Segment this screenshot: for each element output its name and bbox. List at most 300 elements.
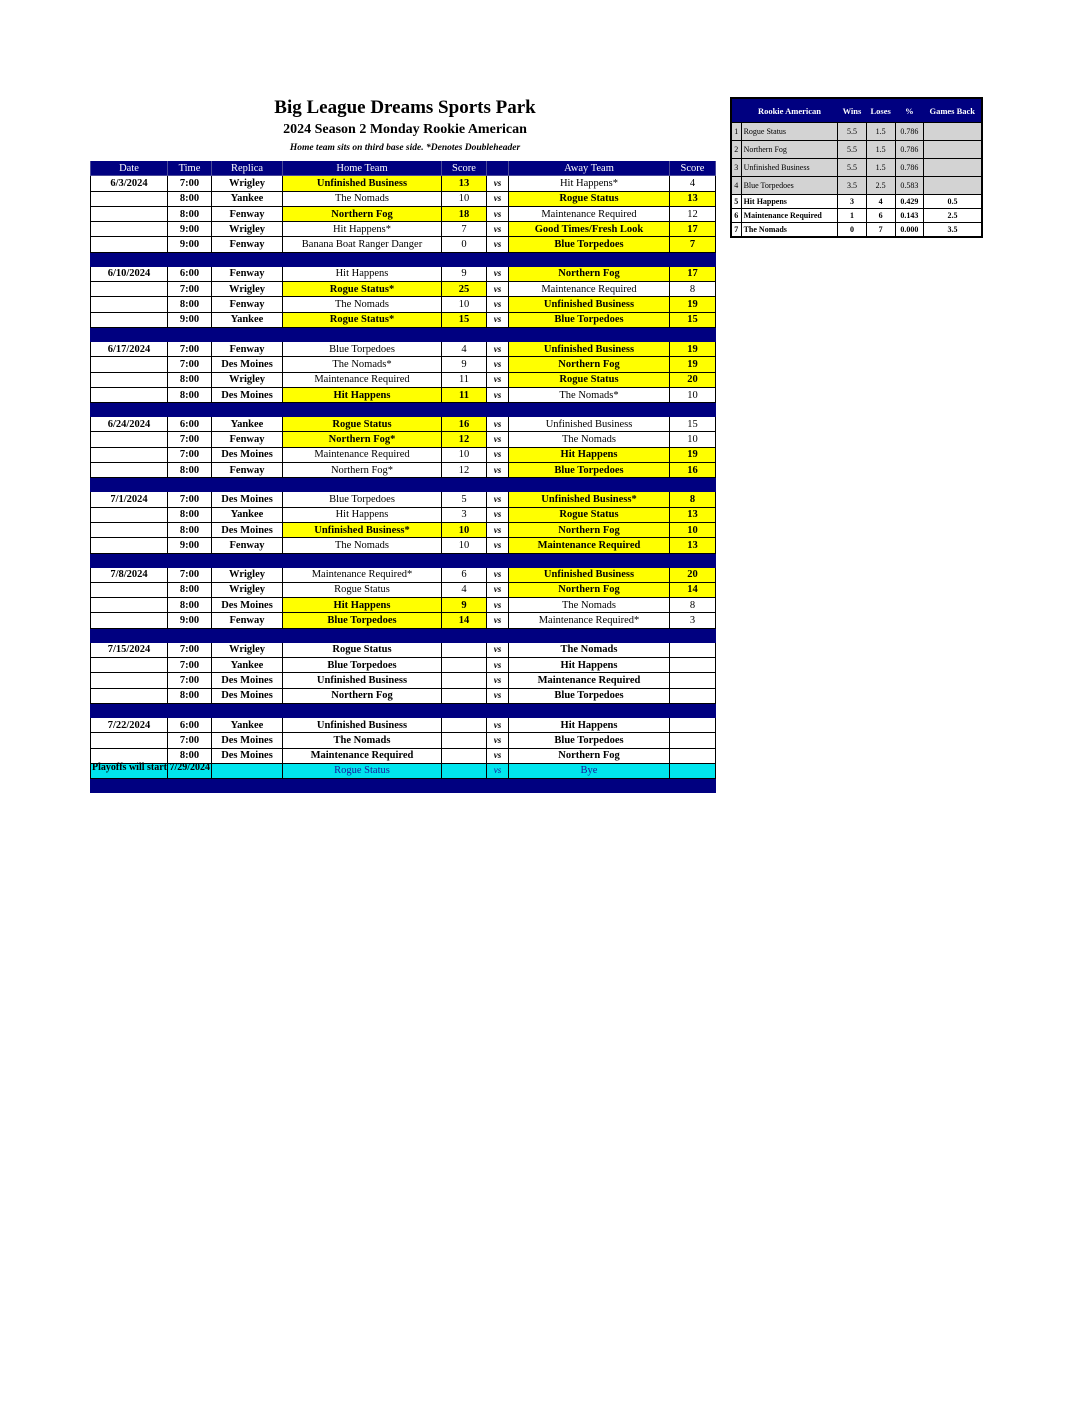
home-team: Hit Happens [283, 387, 442, 402]
home-score: 9 [442, 266, 487, 281]
home-team: Northern Fog [283, 206, 442, 221]
game-replica: Des Moines [212, 492, 283, 507]
game-replica: Fenway [212, 341, 283, 356]
separator-cell [283, 327, 442, 341]
separator-cell [283, 403, 442, 417]
separator-cell [487, 403, 509, 417]
vs-label: vs [487, 598, 509, 613]
game-time: 9:00 [168, 237, 212, 252]
standings-row [731, 141, 982, 159]
game-time: 8:00 [168, 297, 212, 312]
separator-cell [91, 403, 168, 417]
home-team: Unfinished Business* [283, 522, 442, 537]
game-date [91, 538, 168, 553]
game-replica: Yankee [212, 717, 283, 732]
home-score: 3 [442, 507, 487, 522]
away-team: Unfinished Business [509, 567, 670, 582]
home-score [442, 733, 487, 748]
home-team: Hit Happens [283, 266, 442, 281]
home-team: Blue Torpedoes [283, 613, 442, 628]
week-separator [91, 252, 716, 266]
away-score [670, 763, 716, 778]
away-score: 16 [670, 463, 716, 478]
separator-cell [91, 628, 168, 642]
schedule-note: Home team sits on third base side. *Denotes Doubleheader [289, 143, 521, 153]
standings-header-games-back: Games Back [924, 98, 983, 123]
game-time: 7:00 [168, 176, 212, 191]
home-team: The Nomads [283, 538, 442, 553]
standings-team: Rogue Status [741, 123, 838, 141]
away-score: 13 [670, 538, 716, 553]
standings-loses: 1.5 [866, 123, 895, 141]
standings-loses: 1.5 [866, 141, 895, 159]
away-team: Rogue Status [509, 372, 670, 387]
separator-cell [91, 252, 168, 266]
standings-wins: 5.5 [838, 123, 866, 141]
standings-wins: 0 [838, 223, 866, 238]
standings-loses: 2.5 [866, 177, 895, 195]
separator-cell [442, 403, 487, 417]
game-replica: Fenway [212, 613, 283, 628]
game-replica: Fenway [212, 538, 283, 553]
away-score: 19 [670, 297, 716, 312]
standings-team: Northern Fog [741, 141, 838, 159]
week-separator [91, 779, 716, 793]
game-row [91, 673, 716, 688]
separator-cell [283, 703, 442, 717]
home-team: Banana Boat Ranger Danger [283, 237, 442, 252]
separator-cell [283, 553, 442, 567]
home-team: Rogue Status [283, 417, 442, 432]
game-date: 6/24/2024 [91, 417, 168, 432]
game-replica: Fenway [212, 237, 283, 252]
separator-cell [283, 252, 442, 266]
standings-row [731, 223, 982, 238]
separator-cell [487, 779, 509, 793]
game-replica: Yankee [212, 507, 283, 522]
home-team: The Nomads* [283, 357, 442, 372]
game-time: 7:00 [168, 642, 212, 657]
vs-label: vs [487, 763, 509, 778]
standings-pct: 0.786 [895, 159, 923, 177]
away-team: Blue Torpedoes [509, 688, 670, 703]
game-replica: Wrigley [212, 582, 283, 597]
separator-cell [91, 553, 168, 567]
away-team: Northern Fog [509, 582, 670, 597]
home-team: The Nomads [283, 191, 442, 206]
game-date [91, 447, 168, 462]
home-score [442, 673, 487, 688]
game-row [91, 642, 716, 657]
separator-cell [442, 478, 487, 492]
away-team: The Nomads [509, 432, 670, 447]
vs-label: vs [487, 673, 509, 688]
standings-games-back [924, 177, 983, 195]
home-team: Hit Happens [283, 598, 442, 613]
game-time: 8:00 [168, 688, 212, 703]
home-score: 10 [442, 297, 487, 312]
separator-cell [670, 779, 716, 793]
away-team: Rogue Status [509, 507, 670, 522]
game-replica: Wrigley [212, 222, 283, 237]
vs-label: vs [487, 748, 509, 763]
home-team: Hit Happens [283, 507, 442, 522]
separator-cell [212, 628, 283, 642]
standings-rank: 6 [731, 209, 741, 223]
vs-label: vs [487, 582, 509, 597]
game-date: 7/8/2024 [91, 567, 168, 582]
game-date [91, 387, 168, 402]
game-replica: Des Moines [212, 688, 283, 703]
game-date [91, 372, 168, 387]
game-time: 8:00 [168, 387, 212, 402]
away-team: Maintenance Required* [509, 613, 670, 628]
vs-label: vs [487, 372, 509, 387]
game-replica: Wrigley [212, 176, 283, 191]
game-row [91, 387, 716, 402]
game-time: 7:00 [168, 492, 212, 507]
standings-rank: 3 [731, 159, 741, 177]
game-time: 9:00 [168, 312, 212, 327]
game-row [91, 222, 716, 237]
game-replica: Wrigley [212, 567, 283, 582]
away-team: Good Times/Fresh Look [509, 222, 670, 237]
vs-label: vs [487, 567, 509, 582]
game-date [91, 522, 168, 537]
vs-label: vs [487, 341, 509, 356]
separator-cell [670, 703, 716, 717]
separator-cell [212, 553, 283, 567]
game-time: 8:00 [168, 206, 212, 221]
game-date [91, 658, 168, 673]
game-time: 8:00 [168, 372, 212, 387]
separator-cell [670, 628, 716, 642]
game-replica: Des Moines [212, 387, 283, 402]
game-replica: Des Moines [212, 598, 283, 613]
separator-cell [283, 478, 442, 492]
game-time: 9:00 [168, 538, 212, 553]
standings-loses: 4 [866, 195, 895, 209]
playoffs-note: Playoffs will start 7/29/2024 [92, 762, 211, 773]
standings-games-back: 3.5 [924, 223, 983, 238]
standings-team: Hit Happens [741, 195, 838, 209]
away-team: Unfinished Business [509, 417, 670, 432]
away-score [670, 688, 716, 703]
game-date: 6/3/2024 [91, 176, 168, 191]
standings-pct: 0.429 [895, 195, 923, 209]
vs-label: vs [487, 297, 509, 312]
standings-loses: 7 [866, 223, 895, 238]
vs-label: vs [487, 357, 509, 372]
home-team: Maintenance Required [283, 372, 442, 387]
standings-games-back [924, 141, 983, 159]
away-score [670, 717, 716, 732]
away-team: Maintenance Required [509, 538, 670, 553]
standings-rank: 5 [731, 195, 741, 209]
home-team: Rogue Status* [283, 282, 442, 297]
away-score: 15 [670, 417, 716, 432]
away-team: The Nomads* [509, 387, 670, 402]
game-date [91, 582, 168, 597]
game-time: 8:00 [168, 507, 212, 522]
game-time: 6:00 [168, 417, 212, 432]
separator-cell [509, 779, 670, 793]
separator-cell [670, 252, 716, 266]
away-score: 10 [670, 522, 716, 537]
home-score: 13 [442, 176, 487, 191]
week-separator [91, 478, 716, 492]
home-team: The Nomads [283, 297, 442, 312]
separator-cell [168, 553, 212, 567]
vs-label: vs [487, 417, 509, 432]
home-score: 9 [442, 357, 487, 372]
home-score [442, 763, 487, 778]
separator-cell [509, 478, 670, 492]
separator-cell [487, 478, 509, 492]
away-score: 8 [670, 492, 716, 507]
vs-label: vs [487, 463, 509, 478]
separator-cell [91, 478, 168, 492]
away-team: Bye [509, 763, 670, 778]
away-team: Unfinished Business [509, 341, 670, 356]
game-time: 8:00 [168, 582, 212, 597]
game-row [91, 748, 716, 763]
away-score: 19 [670, 341, 716, 356]
separator-cell [91, 703, 168, 717]
separator-cell [442, 628, 487, 642]
separator-cell [283, 628, 442, 642]
home-team: Maintenance Required* [283, 567, 442, 582]
away-score: 20 [670, 372, 716, 387]
separator-cell [212, 327, 283, 341]
column-header-replica: Replica [212, 161, 283, 176]
game-date [91, 297, 168, 312]
separator-cell [442, 327, 487, 341]
home-score [442, 642, 487, 657]
game-date: 6/17/2024 [91, 341, 168, 356]
away-team: Northern Fog [509, 357, 670, 372]
standings-row [731, 209, 982, 223]
standings-team: Blue Torpedoes [741, 177, 838, 195]
standings-table [730, 97, 983, 238]
column-header-home-team: Home Team [283, 161, 442, 176]
separator-cell [168, 252, 212, 266]
game-row [91, 658, 716, 673]
column-header-date: Date [91, 161, 168, 176]
away-team: Unfinished Business* [509, 492, 670, 507]
game-date: 7/1/2024 [91, 492, 168, 507]
game-replica: Wrigley [212, 372, 283, 387]
away-team: Blue Torpedoes [509, 733, 670, 748]
standings-header-rank [731, 98, 741, 123]
game-time: 7:00 [168, 673, 212, 688]
home-team: Unfinished Business [283, 717, 442, 732]
standings-wins: 3 [838, 195, 866, 209]
game-date [91, 432, 168, 447]
game-replica: Yankee [212, 191, 283, 206]
separator-cell [442, 703, 487, 717]
game-date [91, 507, 168, 522]
separator-cell [212, 478, 283, 492]
home-score [442, 658, 487, 673]
standings-pct: 0.786 [895, 141, 923, 159]
game-replica: Fenway [212, 463, 283, 478]
game-row [91, 717, 716, 732]
game-replica: Wrigley [212, 642, 283, 657]
separator-cell [91, 327, 168, 341]
home-team: Northern Fog* [283, 463, 442, 478]
home-score: 4 [442, 582, 487, 597]
standings-wins: 1 [838, 209, 866, 223]
home-team: Rogue Status* [283, 312, 442, 327]
vs-label: vs [487, 733, 509, 748]
game-row [91, 432, 716, 447]
away-score: 8 [670, 598, 716, 613]
home-team: Northern Fog* [283, 432, 442, 447]
away-team: Rogue Status [509, 191, 670, 206]
game-row [91, 282, 716, 297]
game-replica: Yankee [212, 312, 283, 327]
game-time: 7:00 [168, 567, 212, 582]
vs-label: vs [487, 176, 509, 191]
away-score: 3 [670, 613, 716, 628]
column-header-vs [487, 161, 509, 176]
away-score: 7 [670, 237, 716, 252]
schedule-table [90, 161, 716, 793]
vs-label: vs [487, 492, 509, 507]
game-time: 9:00 [168, 222, 212, 237]
standings-header-pct: % [895, 98, 923, 123]
home-score [442, 688, 487, 703]
home-team: Hit Happens* [283, 222, 442, 237]
away-team: Blue Torpedoes [509, 237, 670, 252]
game-row [91, 598, 716, 613]
game-row [91, 176, 716, 191]
home-score: 9 [442, 598, 487, 613]
home-score: 5 [442, 492, 487, 507]
standings-row [731, 177, 982, 195]
away-score: 20 [670, 567, 716, 582]
home-score: 6 [442, 567, 487, 582]
home-score: 10 [442, 447, 487, 462]
away-score [670, 748, 716, 763]
vs-label: vs [487, 538, 509, 553]
game-date [91, 673, 168, 688]
game-row [91, 191, 716, 206]
standings-pct: 0.583 [895, 177, 923, 195]
standings-row [731, 159, 982, 177]
vs-label: vs [487, 522, 509, 537]
game-time: 8:00 [168, 522, 212, 537]
game-time: 7:00 [168, 432, 212, 447]
game-date [91, 222, 168, 237]
separator-cell [670, 327, 716, 341]
home-team: Maintenance Required [283, 447, 442, 462]
separator-cell [487, 628, 509, 642]
game-replica: Yankee [212, 417, 283, 432]
game-replica: Yankee [212, 658, 283, 673]
away-score: 10 [670, 387, 716, 402]
standings-games-back [924, 159, 983, 177]
home-team: Maintenance Required [283, 748, 442, 763]
separator-cell [91, 779, 168, 793]
home-score: 18 [442, 206, 487, 221]
game-row [91, 463, 716, 478]
week-separator [91, 553, 716, 567]
game-row [91, 567, 716, 582]
vs-label: vs [487, 312, 509, 327]
home-score: 10 [442, 538, 487, 553]
away-team: Northern Fog [509, 522, 670, 537]
vs-label: vs [487, 717, 509, 732]
standings-wins: 3.5 [838, 177, 866, 195]
game-row [91, 372, 716, 387]
game-row [91, 237, 716, 252]
home-score: 11 [442, 387, 487, 402]
standings-loses: 1.5 [866, 159, 895, 177]
vs-label: vs [487, 266, 509, 281]
standings-pct: 0.000 [895, 223, 923, 238]
game-time: 7:00 [168, 447, 212, 462]
game-row [91, 447, 716, 462]
separator-cell [487, 553, 509, 567]
home-score: 10 [442, 191, 487, 206]
game-time: 7:00 [168, 357, 212, 372]
game-date [91, 206, 168, 221]
separator-cell [168, 628, 212, 642]
game-date [91, 688, 168, 703]
game-date [91, 463, 168, 478]
vs-label: vs [487, 658, 509, 673]
game-date [91, 312, 168, 327]
vs-label: vs [487, 206, 509, 221]
away-team: Northern Fog [509, 266, 670, 281]
separator-cell [509, 403, 670, 417]
away-score: 17 [670, 222, 716, 237]
game-replica [212, 763, 283, 778]
home-team: Blue Torpedoes [283, 658, 442, 673]
standings-row [731, 195, 982, 209]
standings-rank: 1 [731, 123, 741, 141]
game-row [91, 507, 716, 522]
separator-cell [670, 478, 716, 492]
away-team: Northern Fog [509, 748, 670, 763]
game-date: 7/22/2024 [91, 717, 168, 732]
game-replica: Des Moines [212, 447, 283, 462]
standings-header-division: Rookie American [741, 98, 838, 123]
home-score: 11 [442, 372, 487, 387]
game-replica: Fenway [212, 432, 283, 447]
standings-rank: 7 [731, 223, 741, 238]
week-separator [91, 403, 716, 417]
away-score: 15 [670, 312, 716, 327]
game-row [91, 266, 716, 281]
game-row [91, 522, 716, 537]
standings-header-loses: Loses [866, 98, 895, 123]
home-team: Unfinished Business [283, 176, 442, 191]
home-score [442, 748, 487, 763]
home-team: Blue Torpedoes [283, 341, 442, 356]
away-team: Hit Happens [509, 447, 670, 462]
separator-cell [509, 703, 670, 717]
separator-cell [212, 703, 283, 717]
standings-games-back [924, 123, 983, 141]
away-score: 19 [670, 447, 716, 462]
game-time: 8:00 [168, 598, 212, 613]
game-date [91, 282, 168, 297]
away-team: The Nomads [509, 598, 670, 613]
game-row [91, 417, 716, 432]
